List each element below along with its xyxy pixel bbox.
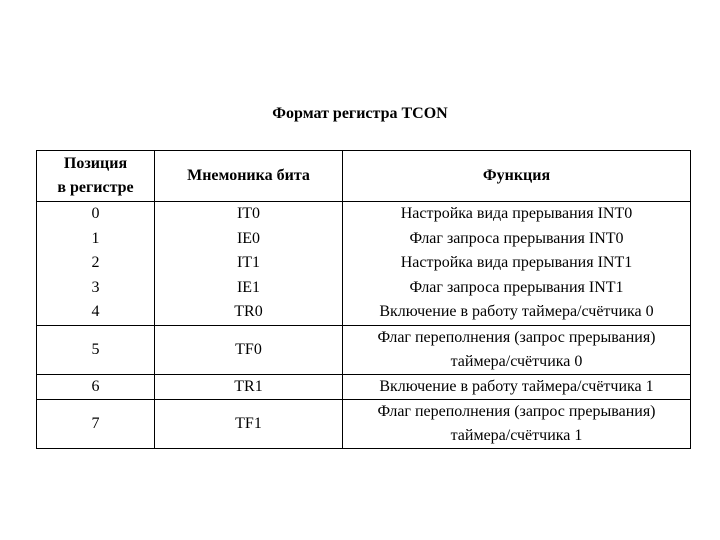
cell-function-line-2: таймера/счётчика 0 [450, 352, 583, 370]
document-title: Формат регистра TCON [272, 105, 448, 122]
cell-mnemonic: IT0 [155, 202, 343, 227]
cell-mnemonic: IE1 [155, 276, 343, 301]
cell-position: 0 [37, 202, 155, 227]
cell-mnemonic: TF1 [155, 400, 343, 449]
cell-function: Включение в работу таймера/счётчика 1 [343, 374, 691, 400]
table-row [37, 276, 691, 301]
table-row [37, 300, 691, 325]
header-function: Функция [343, 151, 691, 202]
cell-function-line-2: таймера/счётчика 1 [450, 427, 583, 444]
table-row [37, 400, 691, 449]
cell-function-line-1: Флаг переполнения (запрос прерывания) [377, 403, 656, 420]
header-position-line-1: Позиция [63, 155, 128, 172]
table-row [37, 227, 691, 252]
cell-position: 3 [37, 276, 155, 301]
cell-position: 7 [37, 400, 155, 449]
header-position-line-2: в регистре [57, 179, 134, 196]
cell-mnemonic: TR0 [155, 300, 343, 325]
tcon-format-table [36, 150, 691, 449]
table-row [37, 374, 691, 400]
cell-position: 2 [37, 251, 155, 276]
cell-function: Включение в работу таймера/счётчика 0 [343, 300, 691, 325]
cell-function: Настройка вида прерывания INT1 [343, 251, 691, 276]
cell-function: Флаг запроса прерывания INT0 [343, 227, 691, 252]
cell-position: 4 [37, 300, 155, 325]
cell-mnemonic: IE0 [155, 227, 343, 252]
cell-position: 5 [37, 325, 155, 374]
cell-mnemonic: TR1 [155, 374, 343, 400]
cell-function [343, 325, 691, 374]
cell-position: 1 [37, 227, 155, 252]
table-row [37, 325, 691, 374]
cell-function: Настройка вида прерывания INT0 [343, 202, 691, 227]
table-header-row [37, 151, 691, 202]
header-position [37, 151, 155, 202]
table-row [37, 251, 691, 276]
cell-function [343, 400, 691, 449]
table-row [37, 202, 691, 227]
cell-function: Флаг запроса прерывания INT1 [343, 276, 691, 301]
header-mnemonic: Мнемоника бита [155, 151, 343, 202]
cell-position: 6 [37, 374, 155, 400]
cell-mnemonic: TF0 [155, 325, 343, 374]
cell-function-line-1: Флаг переполнения (запрос прерывания) [377, 328, 656, 346]
cell-mnemonic: IT1 [155, 251, 343, 276]
